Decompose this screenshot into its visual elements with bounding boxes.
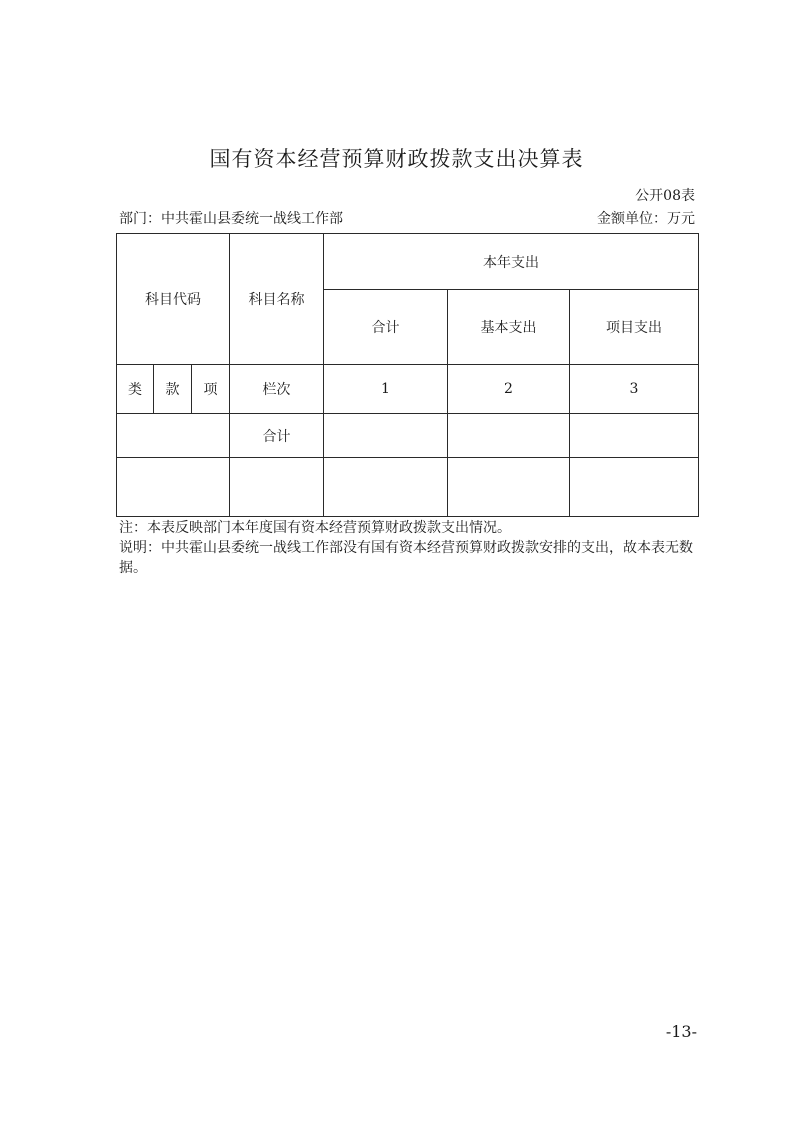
item-header: 项 <box>192 365 230 414</box>
total-header: 合计 <box>324 290 448 365</box>
table-note: 注：本表反映部门本年度国有资本经营预算财政拨款支出情况。 <box>119 520 511 536</box>
amount-unit-label: 金额单位：万元 <box>597 211 695 227</box>
report-title: 国有资本经营预算财政拨款支出决算表 <box>209 147 584 171</box>
column-label: 栏次 <box>230 365 324 414</box>
column-number-1: 1 <box>324 365 448 414</box>
total-row-code-cell <box>117 414 230 458</box>
subject-name-header: 科目名称 <box>230 234 324 365</box>
current-year-expense-header: 本年支出 <box>324 234 699 290</box>
row-name-cell <box>230 458 324 517</box>
project-expense-header: 项目支出 <box>570 290 699 365</box>
basic-expense-header: 基本支出 <box>448 290 570 365</box>
row-project-cell <box>570 458 699 517</box>
table-row <box>117 458 699 517</box>
column-number-2: 2 <box>448 365 570 414</box>
total-row-total <box>324 414 448 458</box>
row-code-cell <box>117 458 230 517</box>
table-explanation: 说明：中共霍山县委统一战线工作部没有国有资本经营预算财政拨款安排的支出，故本表无数据。 <box>119 540 693 576</box>
department-label: 部门：中共霍山县委统一战线工作部 <box>119 211 343 227</box>
column-number-3: 3 <box>570 365 699 414</box>
page-number: -13- <box>665 1022 697 1041</box>
total-row-basic <box>448 414 570 458</box>
subject-code-header: 科目代码 <box>117 234 230 365</box>
section-header: 款 <box>154 365 192 414</box>
row-basic-cell <box>448 458 570 517</box>
total-row-label: 合计 <box>230 414 324 458</box>
table-code: 公开08表 <box>635 188 695 204</box>
total-row-project <box>570 414 699 458</box>
expense-table <box>116 233 699 517</box>
class-header: 类 <box>117 365 154 414</box>
row-total-cell <box>324 458 448 517</box>
total-row <box>117 414 699 458</box>
